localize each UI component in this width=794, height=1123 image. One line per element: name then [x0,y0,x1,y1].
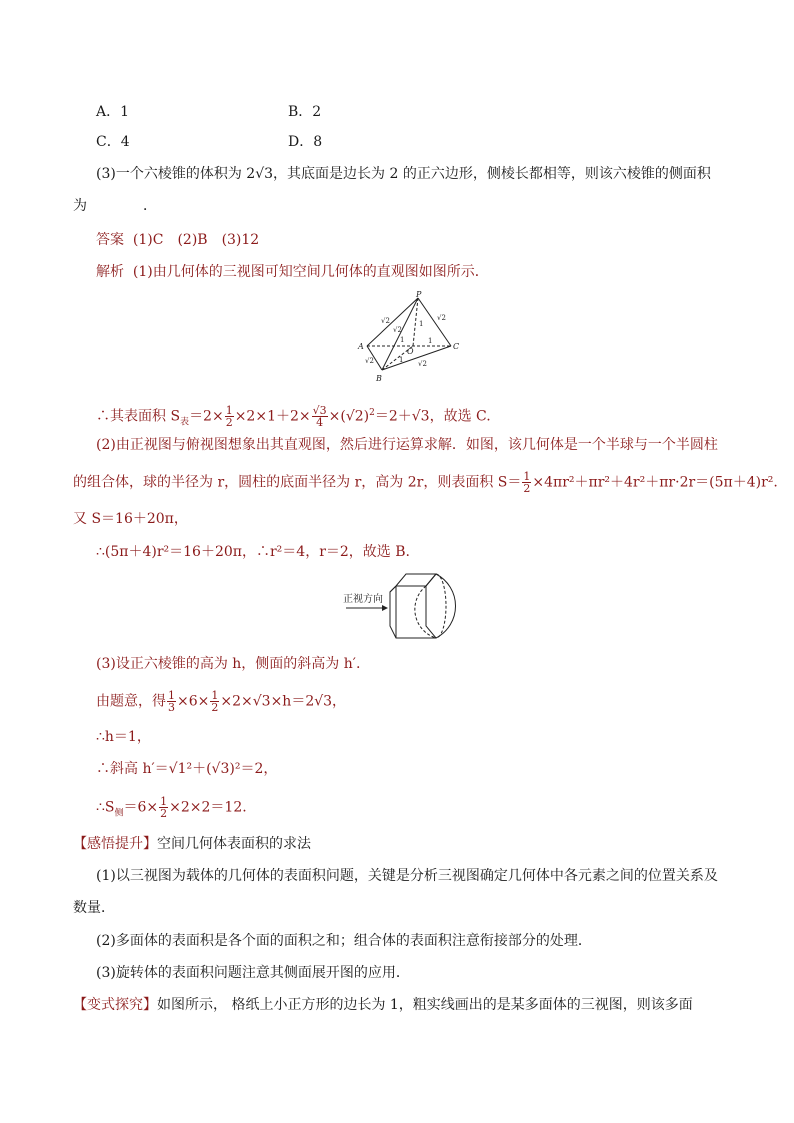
label-a: A [358,342,364,351]
variant-line [73,995,693,1015]
sol3-frac1-num: 1 [168,689,175,702]
sol1-text-b: ＝2× [189,408,224,425]
sol3-text-b: ×6× [177,693,210,710]
sol1-frac1-den: 2 [225,416,233,430]
sol2-text-a: 的组合体，球的半径为 r，圆柱的底面半径为 r，高为 2r，则表面积 S＝ [73,474,522,491]
edge-pa [367,298,418,346]
insight-p3: (3)旋转体的表面积问题注意其侧面展开图的应用． [96,965,410,981]
insight-title-text: 空间几何体表面积的求法 [157,836,311,852]
sol1-subscript: 表 [180,417,190,428]
sol2-frac-den: 2 [523,482,531,495]
view-direction-label: 正视方向 [343,594,383,605]
solution-2-line3: 又 S＝16＋20π， [73,511,188,527]
option-c: C．4 [96,134,130,150]
question-3-line2 [73,196,157,216]
sol3-frac1-den: 3 [168,701,175,714]
height-po [413,298,418,346]
sol2-frac-half [522,471,531,494]
sol3-frac-half [210,690,219,713]
sol3-frac-third [167,690,176,713]
insight-title [73,834,311,854]
analysis-line [96,262,489,282]
insight-p2: (2)多面体的表面积是各个面的面积之和；组合体的表面积注意衔接部分的处理． [96,933,592,949]
solid-figure [340,566,480,642]
sol1-frac2-den: 4 [316,416,324,430]
answer-text: (1)C (2)B (3)12 [132,232,260,248]
analysis-label: 解析 [96,264,124,280]
sol1-text-c: ×2×1＋2× [234,408,311,425]
label-sqrt2-e: √2 [418,360,427,368]
label-c: C [453,342,460,351]
sol3-text-f: ×2×2＝12. [169,799,247,816]
sol1-text-a: ∴其表面积 S [96,408,181,425]
sol3-text-c: ×2×√3×h＝2√3， [220,693,347,710]
label-one-a: 1 [419,320,424,328]
label-one-b: 1 [400,336,405,344]
label-o: O [407,347,414,356]
option-b: B．2 [288,104,322,120]
option-d: D．8 [288,134,323,150]
solution-2-line1: (2)由正视图与俯视图想象出其直观图，然后进行运算求解．如图，该几何体是一个半球与一个半圆柱 [96,437,718,453]
question-3-prefix: 为 [73,198,87,214]
sol1-frac-half [225,405,234,428]
question-3-line1: (3)一个六棱锥的体积为 2√3，其底面是边长为 2 的正六边形，侧棱长都相等，则该六棱锥的侧面积 [96,166,711,182]
answer-label: 答案 [96,232,124,248]
sol3-frac2-den: 2 [211,701,219,714]
sol3-frac2-num: 1 [211,689,219,702]
solution-3-line3: ∴h＝1， [96,729,151,745]
sol1-frac2-num: √3 [312,404,327,418]
solution-3-line1: (3)设正六棱锥的高为 h，侧面的斜高为 h′. [96,656,361,672]
sol1-superscript: 2 [369,408,375,418]
sol3-subscript: 侧 [114,808,124,819]
sol3-frac3-den: 2 [160,807,168,820]
sol1-text-e: ＝2＋√3，故选 C. [374,408,491,425]
label-sqrt2-a: √2 [381,317,390,325]
answer-line [96,230,259,250]
sol1-frac1-num: 1 [225,404,233,418]
solid-outline [390,574,456,638]
sol1-frac-root3-4 [312,405,328,428]
pyramid-figure [355,290,475,382]
solution-3-line4: ∴斜高 h′＝√1²＋(√3)²＝2， [96,761,278,777]
label-b: B [376,374,382,382]
solution-1-line [96,403,491,432]
label-sqrt2-b: √2 [393,326,402,334]
solution-2-line4: ∴(5π＋4)r²＝16＋20π，∴r²＝4，r＝2，故选 B. [96,544,410,560]
insight-p1-line1: (1)以三视图为载体的几何体的表面积问题，关键是分析三视图确定几何体中各元素之间的位置关系及 [96,868,718,884]
insight-p1-line2: 数量． [73,900,115,916]
question-3-suffix: ． [143,198,157,214]
label-sqrt2-c: √2 [437,314,446,322]
sol3-text-d: ∴S [96,799,115,816]
insight-bracket: 【感悟提升】 [73,836,157,852]
variant-text: 如图所示， 格纸上小正方形的边长为 1，粗实线画出的是某多面体的三视图，则该多面 [157,997,693,1013]
sol3-frac3-num: 1 [160,795,168,808]
sol2-text-b: ×4πr²＋πr²＋4r²＋πr·2r＝(5π＋4)r². [532,474,778,491]
label-one-d: 1 [399,356,404,364]
sol3-frac-half-2 [159,796,168,819]
solution-3-line2 [96,690,346,713]
option-a: A．1 [96,104,130,120]
label-sqrt2-d: √2 [365,357,374,365]
sol3-text-a: 由题意，得 [96,693,166,710]
sol3-text-e: ＝6× [123,799,159,816]
analysis-text: (1)由几何体的三视图可知空间几何体的直观图如图所示． [132,264,489,280]
solution-2-line2 [73,471,778,494]
arrow-icon [346,605,388,611]
label-one-c: 1 [428,337,433,345]
variant-bracket: 【变式探究】 [73,997,157,1013]
sol1-text-d: ×(√2) [328,408,370,425]
sol2-frac-num: 1 [523,470,531,483]
solution-3-line5 [96,796,247,823]
label-p: P [416,290,422,299]
